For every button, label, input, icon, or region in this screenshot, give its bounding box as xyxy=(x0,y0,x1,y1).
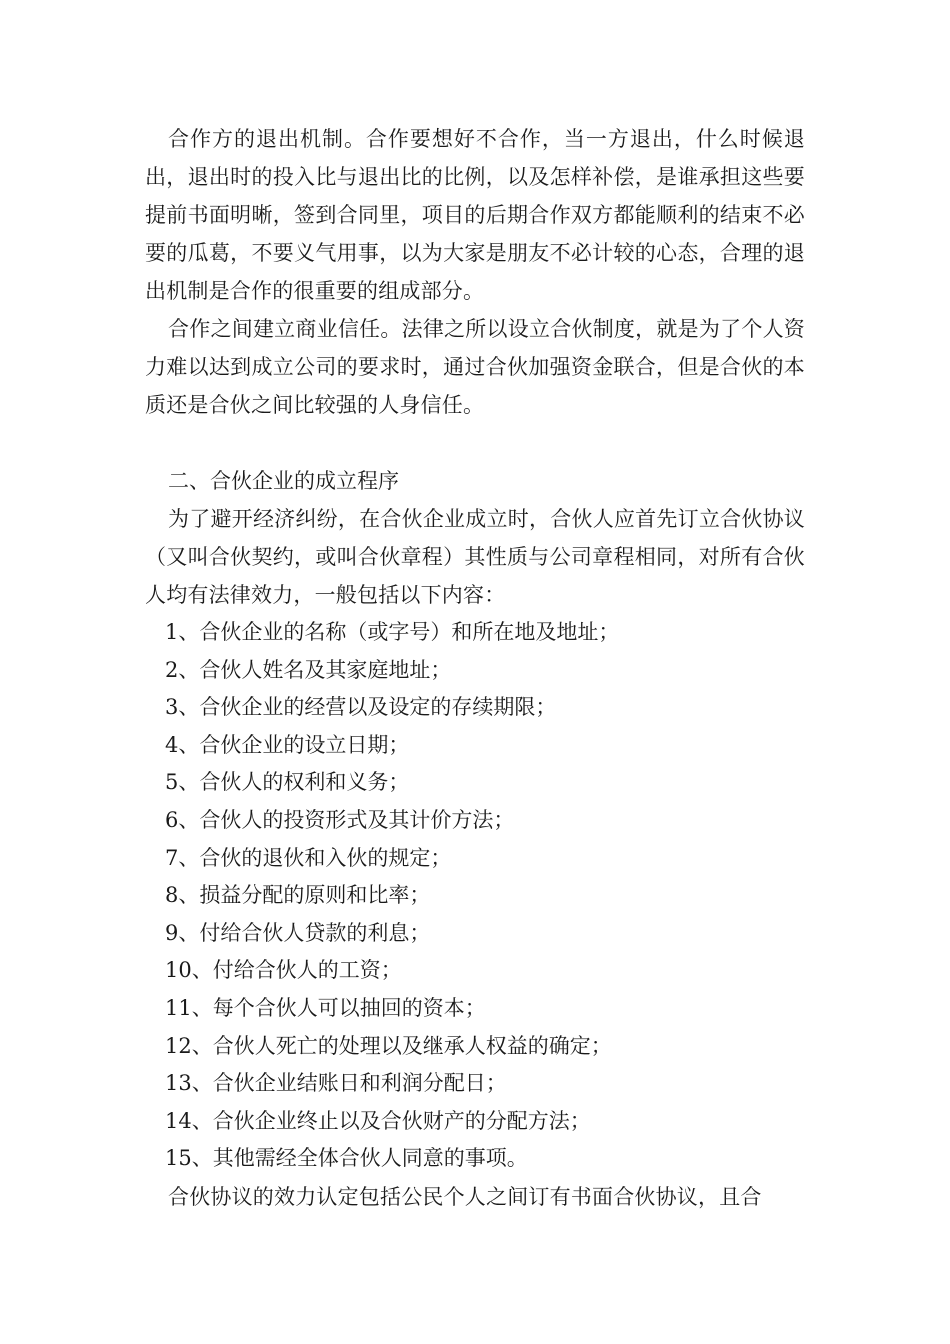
list-item: 9、付给合伙人贷款的利息； xyxy=(165,920,431,945)
list-item: 11、每个合伙人可以抽回的资本； xyxy=(165,995,486,1020)
document-page xyxy=(145,120,805,1216)
list-item: 3、合伙企业的经营以及设定的存续期限； xyxy=(165,695,557,720)
list-item: 10、付给合伙人的工资； xyxy=(165,958,402,983)
list-item: 12、合伙人死亡的处理以及继承人权益的确定； xyxy=(165,1033,612,1058)
list-item: 1、合伙企业的名称（或字号）和所在地及地址； xyxy=(165,620,620,644)
paragraph-intro: 为了避开经济纠纷，在合伙企业成立时，合伙人应首先订立合伙协议（又叫合伙契约，或叫合伙章程）其性质与公司章程相同，对所有合伙人均有法律效力，一般包括以下内容： xyxy=(145,507,805,607)
list-item: 4、合伙企业的设立日期； xyxy=(165,732,410,757)
list-item: 8、损益分配的原则和比率； xyxy=(165,883,431,908)
blank-line xyxy=(145,424,805,462)
agreement-contents-list xyxy=(145,614,805,1178)
paragraph-closing: 合伙协议的效力认定包括公民个人之间订有书面合伙协议，且合 xyxy=(168,1184,762,1209)
paragraph-business-trust: 合作之间建立商业信任。法律之所以设立合伙制度，就是为了个人资力难以达到成立公司的要求时，通过合伙加强资金联合，但是合伙的本质还是合伙之间比较强的人身信任。 xyxy=(145,317,805,417)
paragraph-exit-mechanism: 合作方的退出机制。合作要想好不合作，当一方退出，什么时候退出，退出时的投入比与退出比的比例，以及怎样补偿，是谁承担这些要提前书面明晰，签到合同里，项目的后期合作双方都能顺利的结束不必要的瓜葛，不要义气用事，以为大家是朋友不必计较的心态，合理的退出机制是合作的很重要的组成部分。 xyxy=(145,127,805,303)
list-item: 6、合伙人的投资形式及其计价方法； xyxy=(165,807,515,832)
list-item: 2、合伙人姓名及其家庭地址； xyxy=(165,657,452,682)
list-item: 13、合伙企业结账日和利润分配日； xyxy=(165,1071,507,1096)
list-item: 14、合伙企业终止以及合伙财产的分配方法； xyxy=(165,1108,591,1133)
list-item: 5、合伙人的权利和义务； xyxy=(165,770,410,795)
list-item: 15、其他需经全体合伙人同意的事项。 xyxy=(165,1146,528,1171)
section-heading: 二、合伙企业的成立程序 xyxy=(168,469,399,493)
list-item: 7、合伙的退伙和入伙的规定； xyxy=(165,845,452,870)
